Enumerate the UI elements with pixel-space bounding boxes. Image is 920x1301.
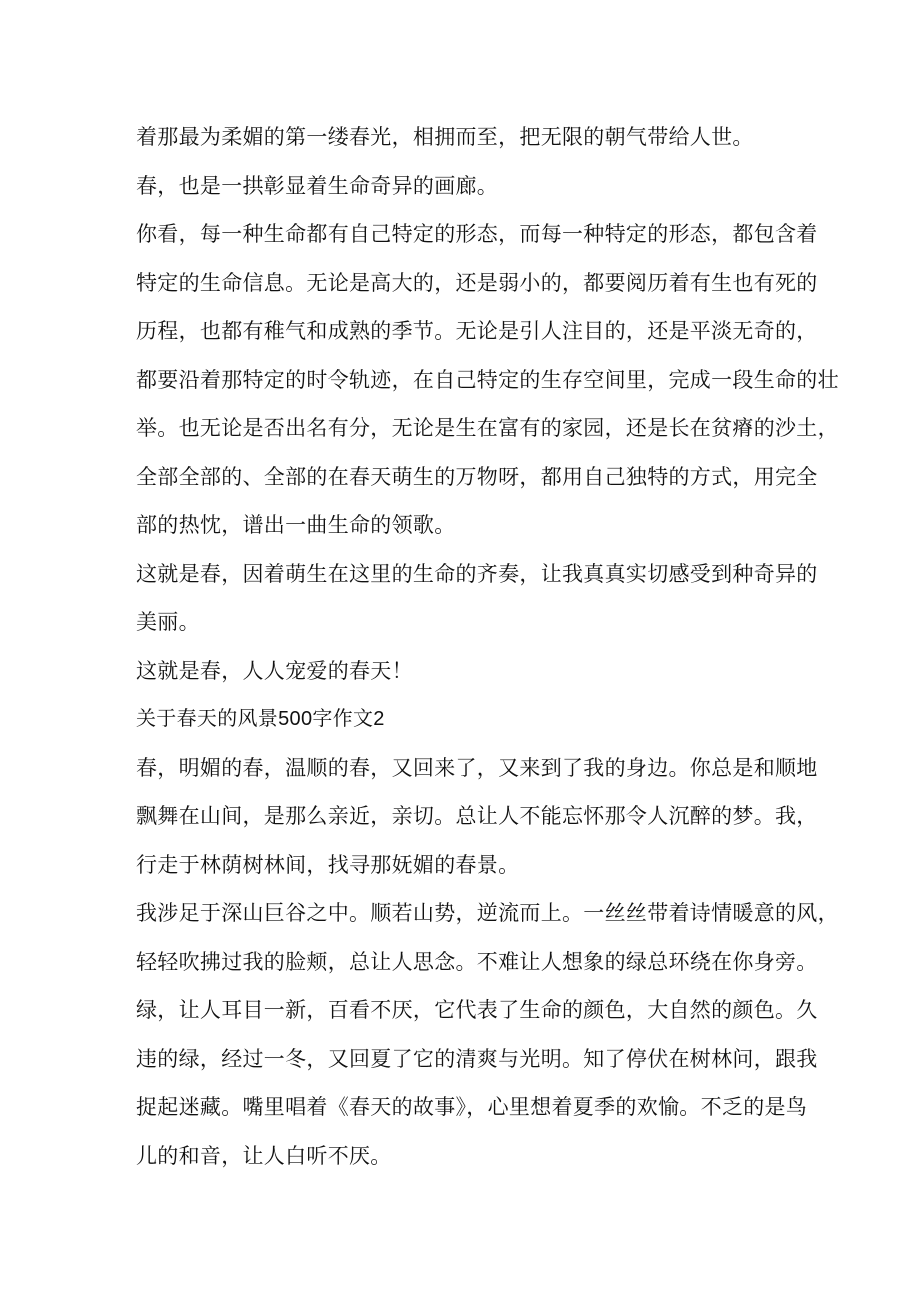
- text-line: 轻轻吹拂过我的脸颊，总让人思念。不难让人想象的绿总环绕在你身旁。: [136, 949, 818, 974]
- text-line: 美丽。: [136, 610, 200, 634]
- text-line: 违的绿，经过一冬，又回夏了它的清爽与光明。知了停伏在树林问，跟我: [136, 1046, 818, 1071]
- text-line: 全部全部的、全部的在春天萌生的万物呀，都用自己独特的方式，用完全: [136, 464, 818, 489]
- text-line: 着那最为柔媚的第一缕春光，相拥而至，把无限的朝气带给人世。: [136, 125, 754, 149]
- section-heading: 关于春天的风景500字作文2: [136, 708, 385, 730]
- text-line: 飘舞在山间，是那么亲近，亲切。总让人不能忘怀那令人沉醉的梦。我，: [136, 804, 818, 828]
- text-line: 历程，也都有稚气和成熟的季节。无论是引人注目的，还是平淡无奇的，: [136, 319, 818, 343]
- text-line: 举。也无论是否出名有分，无论是生在富有的家园，还是长在贫瘠的沙土，: [136, 416, 839, 440]
- text-line: 都要沿着那特定的时令轨迹，在自己特定的生存空间里，完成一段生命的壮: [136, 367, 839, 392]
- text-line: 特定的生命信息。无论是高大的，还是弱小的，都要阅历着有生也有死的: [136, 270, 818, 295]
- document-body: [136, 113, 839, 1180]
- text-line: 我涉足于深山巨谷之中。顺若山势，逆流而上。一丝丝带着诗情暖意的风，: [136, 901, 839, 925]
- text-line: 春，明媚的春，温顺的春，又回来了，又来到了我的身边。你总是和顺地: [136, 755, 818, 780]
- text-line: 行走于林荫树林间，找寻那妩媚的春景。: [136, 852, 520, 877]
- text-line: 部的热忱，谱出一曲生命的领歌。: [136, 513, 456, 537]
- text-line: 这就是春，人人宠爱的春天！: [136, 658, 413, 683]
- text-line: 捉起迷藏。嘴里唱着《春天的故事》，心里想着夏季的欢愉。不乏的是鸟: [136, 1095, 808, 1119]
- text-line: 这就是春，因着萌生在这里的生命的齐奏，让我真真实切感受到种奇异的: [136, 561, 818, 586]
- text-line: 儿的和音，让人白听不厌。: [136, 1143, 392, 1168]
- text-line: 绿，让人耳目一新，百看不厌，它代表了生命的颜色，大自然的颜色。久: [136, 998, 818, 1022]
- text-line: 你看，每一种生命都有自己特定的形态，而每一种特定的形态，都包含着: [136, 222, 818, 246]
- text-line: 春，也是一拱彰显着生命奇异的画廊。: [136, 173, 499, 198]
